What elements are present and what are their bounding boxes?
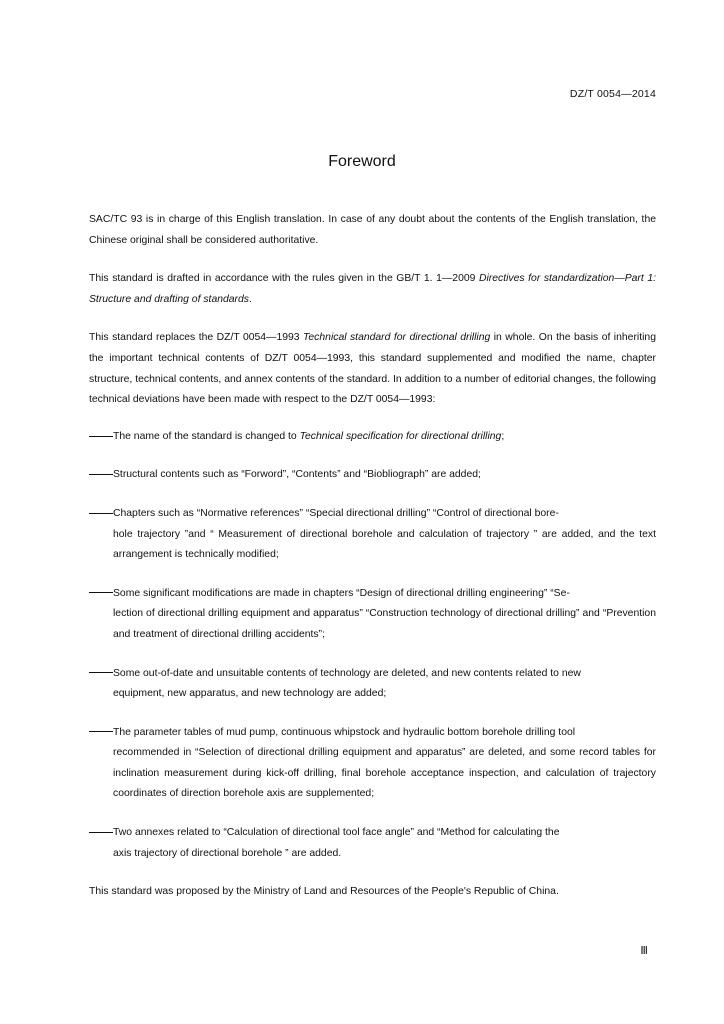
list-item (89, 584, 656, 646)
text-span: lection of directional drilling equipment and apparatus” “Construction technology of directional drilling” and “Prevention and treatment of directional drilling accidents”; (113, 608, 656, 640)
dash-marker (89, 731, 113, 732)
italic-title: Technical specification for directional drilling (299, 430, 502, 442)
text-span: in whole. On the basis of inheriting the important technical contents of DZ/T 0054—1993, this standard supplemented and modified the name, chapter structure, technical contents, and annex contents of the standard. In addition to a number of editorial changes, the following technical deviations have been made with respect to the DZ/T 0054—1993: (89, 332, 656, 406)
text-span: recommended in “Selection of directional drilling equipment and apparatus” are deleted, and some record tables for inclination measurement during kick-off drilling, final borehole acceptance inspection, and calculation of trajectory coordinates of direction borehole axis are supplemented; (113, 747, 656, 800)
text-span: axis trajectory of directional borehole ” are added. (113, 847, 342, 859)
text-span: Some significant modifications are made in chapters “Design of directional drilling engineering” “Se- (113, 587, 570, 599)
text-span: The parameter tables of mud pump, continuous whipstock and hydraulic bottom borehole drilling tool (113, 726, 576, 738)
italic-title: Technical standard for directional drilling (303, 332, 491, 344)
text-span: Chapters such as “Normative references” “Special directional drilling” “Control of directional bore- (113, 507, 559, 519)
list-item (89, 723, 656, 805)
text-span: Some out-of-date and unsuitable contents of technology are deleted, and new contents related to new (113, 667, 581, 679)
list-item (89, 427, 656, 448)
dash-marker (89, 513, 113, 514)
text-span: . (249, 293, 252, 305)
text-span: Structural contents such as “Forword”, “Contents” and “Biobliograph” are added; (113, 469, 481, 481)
dash-marker (89, 474, 113, 475)
text-span: The name of the standard is changed to (113, 430, 300, 442)
text-span: Two annexes related to “Calculation of directional tool face angle” and “Method for calculating the (113, 827, 560, 839)
text-span: hole trajectory ”and “ Measurement of directional borehole and calculation of trajectory ” are added, and the text arrangement is technically modified; (113, 528, 656, 561)
paragraph-translation-note: SAC/TC 93 is in charge of this English translation. In case of any doubt about the contents of the English translation, the Chinese original shall be considered authoritative. (89, 214, 656, 246)
list-item (89, 465, 656, 486)
page-number: Ⅲ (640, 945, 648, 957)
text-span: This standard is drafted in accordance with the rules given in the GB/T 1. 1—2009 (89, 273, 479, 285)
text-span: ; (501, 430, 505, 442)
dash-marker (89, 592, 113, 593)
foreword-body (89, 210, 656, 921)
page-title: Foreword (328, 153, 396, 170)
list-item (89, 664, 656, 705)
dash-marker (89, 436, 113, 437)
dash-marker (89, 832, 113, 833)
paragraph-drafting-rules (89, 269, 656, 310)
list-item (89, 504, 656, 566)
dash-marker (89, 672, 113, 673)
text-span: equipment, new apparatus, and new technology are added; (113, 688, 387, 700)
paragraph-replacement (89, 328, 656, 410)
italic-title: Directives for standardization—Part 1: Structure and drafting of standards (89, 273, 656, 305)
list-item (89, 823, 656, 864)
document-code: DZ/T 0054—2014 (569, 88, 656, 100)
paragraph-proposed-by: This standard was proposed by the Ministry of Land and Resources of the People's Republic of China. (89, 886, 559, 898)
text-span: This standard replaces the DZ/T 0054—1993 (89, 332, 304, 344)
